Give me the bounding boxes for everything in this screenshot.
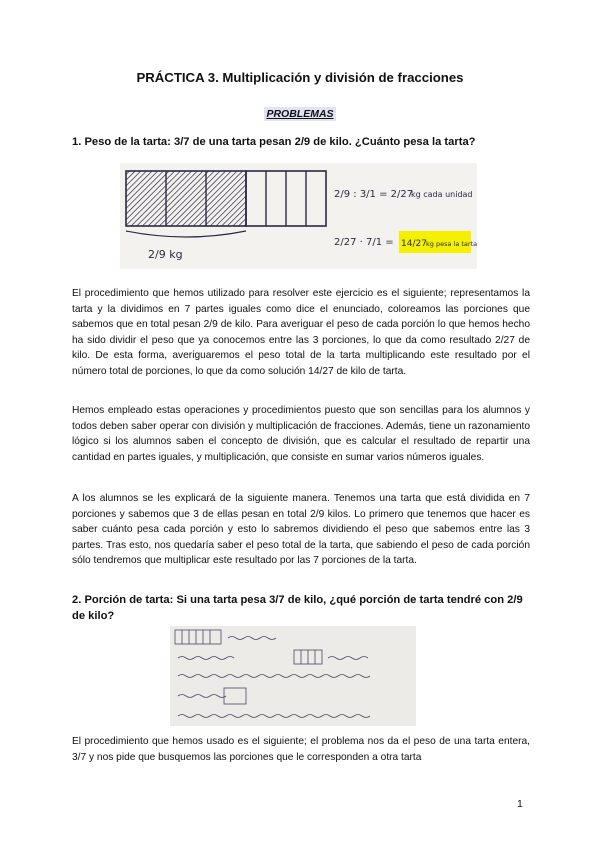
subtitle-wrap — [0, 104, 600, 122]
page-number: 1 — [517, 798, 523, 810]
cake-bar — [126, 171, 326, 237]
problem-1-heading: 1. Peso de la tarta: 3/7 de una tarta pesan 2/9 de kilo. ¿Cuánto pesa la tarta? — [72, 136, 476, 148]
problem-2-paragraph: El procedimiento que hemos usado es el siguiente; el problema nos da el peso de una tarta entera, 3/7 y nos pide que busquemos las porciones que le corresponden a otra tarta — [72, 736, 530, 763]
bar-weight-label: 2/9 kg — [148, 248, 183, 261]
problem-1-drawing — [120, 163, 477, 269]
problem-2-drawing — [170, 626, 416, 726]
equation-2-result: 14/27 — [401, 239, 427, 249]
equation-2-text: kg pesa la tarta — [426, 240, 477, 248]
problem-1-paragraph-2: Hemos empleado estas operaciones y procedimientos puesto que son sencillas para los alumnos y todos deben saber operar con división y multiplicación de fracciones. Además, tiene un razonamiento lógico si los alumnos saben el concepto de división, que es calcular el resultado de repartir una cantidad en partes iguales, y multiplicación, que consiste en sumar varios números iguales. — [72, 405, 530, 463]
problem-1-paragraph-1: El procedimiento que hemos utilizado para resolver este ejercicio es el siguiente; representamos la tarta y la dividimos en 7 partes iguales como dice el enunciado, coloreamos las porciones que sabemos que en total pesan 2/9 de kilo. Para averiguar el peso de cada porción lo que hemos hecho ha sido dividir el peso que ya conocemos entre las 3 porciones, lo que da como resultado 2/27 de kilo. De esta forma, averiguaremos el peso total de la tarta multiplicando este resultado por el número total de porciones, lo que da como solución 14/27 de kilo de tarta. — [72, 288, 530, 377]
section-subtitle: PROBLEMAS — [266, 108, 334, 120]
problem-1-figure — [120, 163, 477, 269]
problem-1-paragraph-3: A los alumnos se les explicará de la siguiente manera. Tenemos una tarta que está dividida en 7 porciones y sabemos que 3 de ellas pesan en total 2/9 kilos. Lo primero que tenemos que hacer es saber cuánto pesa cada porción y esto lo sabremos dividiendo el peso que sabemos entre las 3 partes. Tras esto, nos quedaría saber el peso total de la tarta, que sabiendo el peso de cada porción sólo tendremos que multiplicar este resultado por las 7 porciones de la tarta. — [72, 493, 530, 567]
equation-1-text: kg cada unidad — [411, 190, 473, 199]
problem-2-heading: 2. Porción de tarta: Si una tarta pesa 3/7 de kilo, ¿qué porción de tarta tendré con 2/9 de kilo? — [72, 594, 523, 622]
problem-2-figure — [170, 626, 416, 726]
equation-2: 2/27 · 7/1 = — [334, 237, 394, 248]
handwritten-notes — [175, 630, 370, 718]
page-title: PRÁCTICA 3. Multiplicación y división de fracciones — [136, 70, 464, 85]
equation-1: 2/9 : 3/1 = 2/27 — [334, 189, 414, 200]
